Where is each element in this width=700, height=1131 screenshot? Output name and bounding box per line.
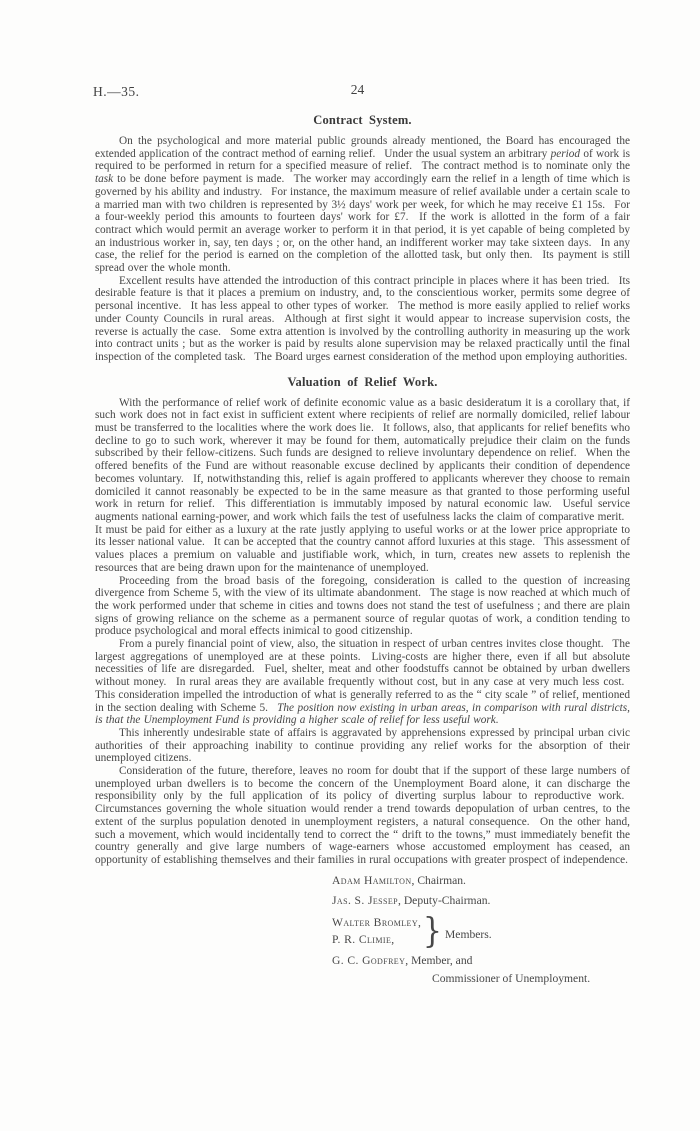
signatory-name: Adam Hamilton — [332, 873, 412, 887]
italic-text: The position now existing in urban areas, in comparison with rural districts, is that the Unemployment Fund is providing a higher scale of relief for less useful work. — [95, 701, 630, 727]
signature-member-names — [332, 914, 421, 948]
body-text: On the psychological and more material public grounds already mentioned, the Board has encouraged the extended application of the contract method of earning relief. Under the usual system an arbitrary — [95, 135, 630, 160]
section-heading: Valuation of Relief Work. — [287, 374, 438, 389]
body-text: Consideration of the future, therefore, leaves no room for doubt that if the support of these large numbers of unemployed urban dwellers is to become the concern of the Unemployment Board alone, it can discharge the responsibility only by the full application of its policy of diverting surplus labour to reproductive work. Circumstances governing the whole situation would render a trend towards depopulation of urban centres, to the extent of the surplus population denoted in unemployment registers, a natural consequence. On the other hand, such a movement, which would incidentally tend to correct the “ drift to the towns,” must immediately benefit the country generally and give large numbers of wage-earners whose accustomed employment has ceased, an opportunity of establishing themselves and their families in rural occupations with greater prospect of independence. — [95, 765, 630, 866]
signature-line: Adam Hamilton, Chairman. — [332, 873, 466, 887]
italic-text: period — [550, 147, 581, 160]
page-number: 24 — [350, 82, 365, 97]
members-brace: } — [422, 911, 442, 952]
document-body — [95, 113, 630, 867]
body-text: This inherently undesirable state of affairs is aggravated by apprehensions expressed by principal urban civic authorities of their approaching inability to continue providing any relief works for the absorption of their unemployed citizens. — [95, 726, 630, 765]
paragraph — [95, 727, 630, 765]
section-heading: Contract System. — [313, 113, 412, 127]
italic-text: task — [95, 173, 114, 186]
body-text: to be done before payment is made. The worker may accordingly earn the relief in a length of time which is governed by his ability and industry. For instance, the maximum measure of relief available under a certain scale to a married man with two children is represented by 3½ days' work per week, for which he may receive £1 15s. For a four-weekly period this amounts to fourteen days' work for £7. If the work is allotted in the form of a fair contract which would permit an average worker to perform it in that period, it is yet capable of being completed by an industrious worker in, say, ten days ; or, on the other hand, an indifferent worker may take sixteen days. In any case, the relief for the period is earned on the completion of the allotted task, but only then. Its payment is still spread over the whole month. — [95, 173, 630, 275]
signatory-name: G. C. Godfrey — [332, 953, 406, 967]
signatory-name: Jas. S. Jessep — [332, 893, 399, 907]
paragraph — [95, 397, 630, 575]
signatory-name: Walter Bromley — [332, 916, 418, 930]
paragraph — [95, 765, 630, 867]
paragraph — [95, 575, 630, 639]
body-text: With the performance of relief work of definite economic value as a basic desideratum it is a corollary that, if such work does not in fact exist in sufficient extent where recipients of relief are normally domiciled, relief labour must be transferred to the localities where the work does lie. It follows, also, that applicants for relief benefits who decline to go to such work, wherever it may be found for them, automatically prejudice their claim on the funds subscribed by their fellow-citizens. Such funds are designed to relieve involuntary dependence on relief. When the offered benefits of the Fund are without reasonable excuse declined by applicants their condition of dependence becomes voluntary. If, notwithstanding this, relief is again proffered to applicants wherever they choose to remain domiciled it cannot reasonably be expected to be in the same measure as that granted to those performing useful work in return for relief. This differentiation is immutably imposed by natural economic law. Useful service augments national earning-power, and work which fails the test of usefulness lacks the claim of comparative merit. It must be paid for either as a luxury at the rate justly applying to useful works or at the lower price appropriate to its lesser national value. It can be accepted that the country cannot afford luxuries at this stage. This assessment of values places a premium on valuable and justifiable work, which, in turn, creates new assets to replenish the resources that are being drawn upon for the maintenance of unemployed. — [95, 396, 630, 574]
signature-block — [332, 874, 630, 986]
page-header — [95, 84, 630, 102]
signatory-name: P. R. Climie — [332, 933, 392, 947]
body-text: From a purely financial point of view, also, the situation in respect of urban centres invites close thought. The largest aggregations of unemployed are at these points. Living-costs are higher there, even if all but absolute necessities of life are disregarded. Fuel, shelter, meat and other foodstuffs cannot be obtained by urban dwellers without money. In rural areas they are available frequently without cost, but in any case at very much less cost. This consideration impelled the introduction of what is generally referred to as the “ city scale ” of relief, mentioned in the section dealing with Scheme 5. — [95, 638, 630, 714]
paragraph — [95, 275, 630, 364]
paragraph — [95, 638, 630, 727]
signature-line: Jas. S. Jessep, Deputy-Chairman. — [332, 893, 491, 907]
paragraph — [95, 135, 630, 275]
body-text: Proceeding from the broad basis of the foregoing, consideration is called to the question of increasing divergence from Scheme 5, with the view of its ultimate abandonment. The stage is now reached at which much of the work performed under that scheme in cities and towns does not stand the test of usefulness ; and there are plain signs of growing reliance on the scheme as a permanent source of regular quotas of work, a condition tending to produce psychological and moral effects inimical to good citizenship. — [95, 574, 630, 638]
document-reference: H.—35. — [93, 84, 140, 99]
signature-members-group — [332, 911, 630, 952]
body-text: Excellent results have attended the introduction of this contract principle in places where it has been tried. Its desirable feature is that it places a premium on industry, and, to the conscientious worker, permits some degree of personal incentive. It has less appeal to other types of worker. The method is more easily applied to relief works under County Councils in rural areas. Although at first sight it would appear to increase supervision costs, the reverse is actually the case. Some extra attention is involved by the controlling authority in measuring up the work into contract units ; but as the worker is paid by results alone supervision may be relaxed practically until the final inspection of the completed task. The Board urges earnest consideration of the method upon employing authorities. — [95, 274, 630, 363]
members-label: Members. — [445, 927, 492, 941]
body-text: of work is required to be performed in return for a specified measure of relief. The contract method is to nominate only the — [95, 147, 630, 173]
commissioner-title-line: Commissioner of Unemployment. — [432, 971, 591, 985]
signature-line: G. C. Godfrey, Member, and — [332, 953, 473, 967]
signature-line: Walter Bromley, — [332, 916, 421, 930]
signature-line: P. R. Climie, — [332, 933, 395, 947]
